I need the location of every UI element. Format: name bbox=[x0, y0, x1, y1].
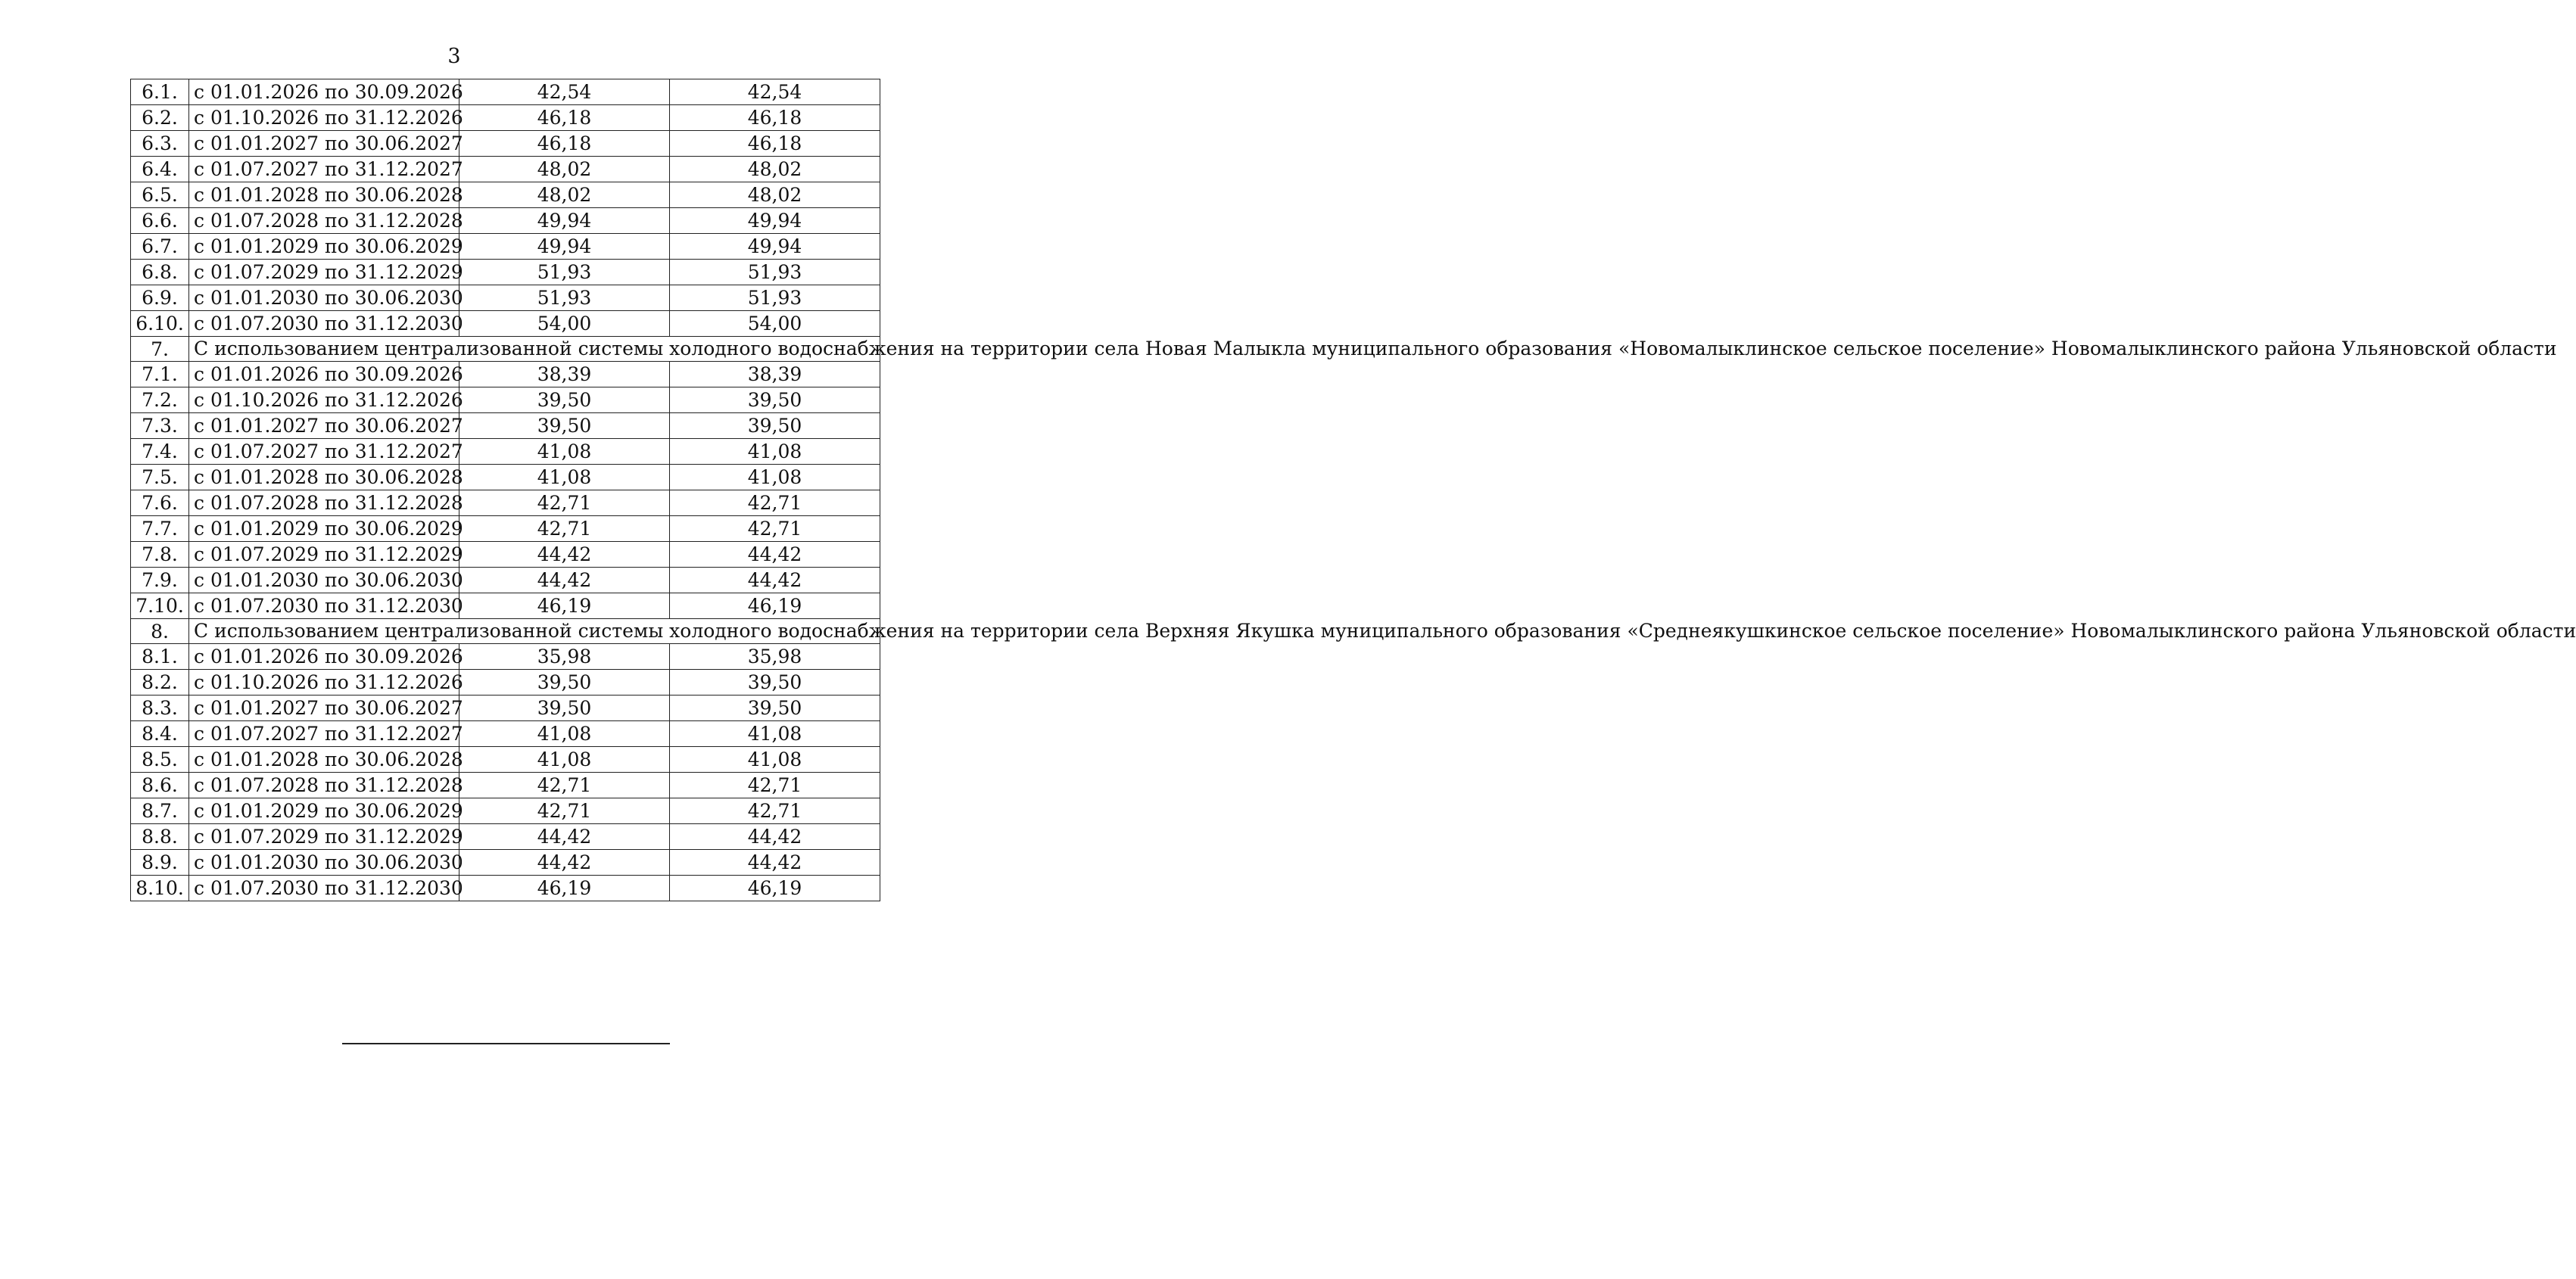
period-cell: с 01.01.2026 по 30.09.2026 bbox=[189, 79, 459, 105]
row-number: 6.4. bbox=[131, 157, 189, 182]
table-row bbox=[131, 568, 880, 593]
row-number: 8.1. bbox=[131, 644, 189, 670]
tariff-value-2: 41,08 bbox=[670, 439, 880, 465]
tariff-value-1: 42,71 bbox=[459, 516, 670, 542]
period-cell: с 01.01.2028 по 30.06.2028 bbox=[189, 747, 459, 773]
table-row bbox=[131, 260, 880, 285]
period-cell: с 01.07.2029 по 31.12.2029 bbox=[189, 542, 459, 568]
tariff-value-1: 39,50 bbox=[459, 696, 670, 721]
tariff-value-1: 44,42 bbox=[459, 568, 670, 593]
section-description: С использованием централизованной системы холодного водоснабжения на территории села Верхняя Якушка муниципального образования «Среднеякушкинское сельское поселение» Новомалыклинского района Ульяновской области bbox=[189, 619, 880, 644]
row-number: 7.6. bbox=[131, 490, 189, 516]
table-row bbox=[131, 182, 880, 208]
tariff-value-1: 54,00 bbox=[459, 311, 670, 337]
row-number: 6.6. bbox=[131, 208, 189, 234]
row-number: 7.9. bbox=[131, 568, 189, 593]
tariff-value-2: 35,98 bbox=[670, 644, 880, 670]
section-number: 7. bbox=[131, 337, 189, 362]
tariff-value-2: 46,18 bbox=[670, 131, 880, 157]
table-row bbox=[131, 721, 880, 747]
period-cell: с 01.01.2028 по 30.06.2028 bbox=[189, 465, 459, 490]
tariff-value-1: 42,54 bbox=[459, 79, 670, 105]
row-number: 8.6. bbox=[131, 773, 189, 798]
tariff-value-2: 41,08 bbox=[670, 465, 880, 490]
row-number: 6.9. bbox=[131, 285, 189, 311]
table-row bbox=[131, 413, 880, 439]
table-row bbox=[131, 285, 880, 311]
row-number: 7.10. bbox=[131, 593, 189, 619]
tariff-value-2: 46,18 bbox=[670, 105, 880, 131]
table-row bbox=[131, 79, 880, 105]
period-cell: с 01.07.2027 по 31.12.2027 bbox=[189, 721, 459, 747]
period-cell: с 01.07.2029 по 31.12.2029 bbox=[189, 824, 459, 850]
table-row bbox=[131, 696, 880, 721]
period-cell: с 01.01.2030 по 30.06.2030 bbox=[189, 285, 459, 311]
table-row bbox=[131, 157, 880, 182]
tariff-value-2: 39,50 bbox=[670, 387, 880, 413]
table-row bbox=[131, 747, 880, 773]
period-cell: с 01.10.2026 по 31.12.2026 bbox=[189, 670, 459, 696]
table-row bbox=[131, 131, 880, 157]
row-number: 8.5. bbox=[131, 747, 189, 773]
tariff-value-2: 38,39 bbox=[670, 362, 880, 387]
tariff-value-2: 42,54 bbox=[670, 79, 880, 105]
tariff-value-2: 51,93 bbox=[670, 260, 880, 285]
tariff-value-2: 44,42 bbox=[670, 850, 880, 876]
period-cell: с 01.01.2028 по 30.06.2028 bbox=[189, 182, 459, 208]
tariff-value-1: 41,08 bbox=[459, 465, 670, 490]
period-cell: с 01.10.2026 по 31.12.2026 bbox=[189, 387, 459, 413]
period-cell: с 01.01.2027 по 30.06.2027 bbox=[189, 413, 459, 439]
tariff-value-1: 42,71 bbox=[459, 773, 670, 798]
table-row bbox=[131, 593, 880, 619]
tariff-value-2: 49,94 bbox=[670, 208, 880, 234]
row-number: 6.5. bbox=[131, 182, 189, 208]
tariff-value-1: 41,08 bbox=[459, 439, 670, 465]
tariff-value-1: 51,93 bbox=[459, 260, 670, 285]
row-number: 7.3. bbox=[131, 413, 189, 439]
tariff-value-2: 39,50 bbox=[670, 413, 880, 439]
tariff-value-1: 44,42 bbox=[459, 542, 670, 568]
row-number: 7.8. bbox=[131, 542, 189, 568]
tariff-value-1: 46,19 bbox=[459, 876, 670, 901]
period-cell: с 01.07.2030 по 31.12.2030 bbox=[189, 876, 459, 901]
row-number: 6.7. bbox=[131, 234, 189, 260]
tariff-value-2: 42,71 bbox=[670, 773, 880, 798]
tariff-value-2: 41,08 bbox=[670, 747, 880, 773]
tariff-value-2: 51,93 bbox=[670, 285, 880, 311]
tariff-value-1: 48,02 bbox=[459, 157, 670, 182]
period-cell: с 01.07.2027 по 31.12.2027 bbox=[189, 157, 459, 182]
period-cell: с 01.01.2029 по 30.06.2029 bbox=[189, 798, 459, 824]
tariff-value-2: 42,71 bbox=[670, 798, 880, 824]
tariff-value-1: 42,71 bbox=[459, 490, 670, 516]
tariff-value-2: 44,42 bbox=[670, 824, 880, 850]
period-cell: с 01.01.2026 по 30.09.2026 bbox=[189, 362, 459, 387]
table-row bbox=[131, 773, 880, 798]
table-row bbox=[131, 439, 880, 465]
period-cell: с 01.07.2030 по 31.12.2030 bbox=[189, 311, 459, 337]
row-number: 7.4. bbox=[131, 439, 189, 465]
tariff-value-2: 44,42 bbox=[670, 542, 880, 568]
row-number: 8.4. bbox=[131, 721, 189, 747]
table-row bbox=[131, 311, 880, 337]
section-row bbox=[131, 337, 880, 362]
row-number: 8.10. bbox=[131, 876, 189, 901]
row-number: 6.3. bbox=[131, 131, 189, 157]
tariff-value-1: 39,50 bbox=[459, 670, 670, 696]
tariff-value-1: 49,94 bbox=[459, 234, 670, 260]
period-cell: с 01.07.2028 по 31.12.2028 bbox=[189, 773, 459, 798]
tariff-value-1: 49,94 bbox=[459, 208, 670, 234]
period-cell: с 01.01.2029 по 30.06.2029 bbox=[189, 234, 459, 260]
tariff-value-1: 41,08 bbox=[459, 721, 670, 747]
period-cell: с 01.07.2029 по 31.12.2029 bbox=[189, 260, 459, 285]
row-number: 7.1. bbox=[131, 362, 189, 387]
tariff-value-2: 49,94 bbox=[670, 234, 880, 260]
row-number: 6.10. bbox=[131, 311, 189, 337]
table-row bbox=[131, 824, 880, 850]
row-number: 7.2. bbox=[131, 387, 189, 413]
table-row bbox=[131, 542, 880, 568]
table-row bbox=[131, 644, 880, 670]
table-row bbox=[131, 362, 880, 387]
row-number: 6.2. bbox=[131, 105, 189, 131]
section-description: С использованием централизованной системы холодного водоснабжения на территории села Новая Малыкла муниципального образования «Новомалыклинское сельское поселение» Новомалыклинского района Ульяновской области bbox=[189, 337, 880, 362]
table-row bbox=[131, 234, 880, 260]
row-number: 8.3. bbox=[131, 696, 189, 721]
tariff-value-1: 48,02 bbox=[459, 182, 670, 208]
tariff-value-2: 54,00 bbox=[670, 311, 880, 337]
tariff-value-2: 42,71 bbox=[670, 490, 880, 516]
tariff-value-2: 48,02 bbox=[670, 182, 880, 208]
tariff-value-2: 46,19 bbox=[670, 876, 880, 901]
table-row bbox=[131, 670, 880, 696]
period-cell: с 01.01.2027 по 30.06.2027 bbox=[189, 696, 459, 721]
tariff-table-body bbox=[131, 79, 2576, 901]
tariff-value-1: 41,08 bbox=[459, 747, 670, 773]
tariff-value-1: 46,19 bbox=[459, 593, 670, 619]
tariff-value-2: 39,50 bbox=[670, 696, 880, 721]
tariff-value-2: 39,50 bbox=[670, 670, 880, 696]
tariff-table bbox=[130, 79, 2576, 901]
row-number: 8.7. bbox=[131, 798, 189, 824]
row-number: 8.8. bbox=[131, 824, 189, 850]
table-row bbox=[131, 516, 880, 542]
tariff-value-1: 46,18 bbox=[459, 131, 670, 157]
table-row bbox=[131, 387, 880, 413]
period-cell: с 01.07.2027 по 31.12.2027 bbox=[189, 439, 459, 465]
period-cell: с 01.07.2028 по 31.12.2028 bbox=[189, 208, 459, 234]
tariff-value-1: 51,93 bbox=[459, 285, 670, 311]
period-cell: с 01.01.2030 по 30.06.2030 bbox=[189, 850, 459, 876]
row-number: 7.5. bbox=[131, 465, 189, 490]
table-row bbox=[131, 105, 880, 131]
tariff-value-2: 46,19 bbox=[670, 593, 880, 619]
period-cell: с 01.01.2029 по 30.06.2029 bbox=[189, 516, 459, 542]
row-number: 8.9. bbox=[131, 850, 189, 876]
tariff-value-1: 38,39 bbox=[459, 362, 670, 387]
row-number: 7.7. bbox=[131, 516, 189, 542]
page-number: 3 bbox=[447, 45, 461, 68]
period-cell: с 01.01.2026 по 30.09.2026 bbox=[189, 644, 459, 670]
section-number: 8. bbox=[131, 619, 189, 644]
row-number: 6.8. bbox=[131, 260, 189, 285]
tariff-value-2: 44,42 bbox=[670, 568, 880, 593]
period-cell: с 01.01.2027 по 30.06.2027 bbox=[189, 131, 459, 157]
row-number: 8.2. bbox=[131, 670, 189, 696]
tariff-value-2: 42,71 bbox=[670, 516, 880, 542]
tariff-value-1: 39,50 bbox=[459, 413, 670, 439]
tariff-value-1: 42,71 bbox=[459, 798, 670, 824]
period-cell: с 01.01.2030 по 30.06.2030 bbox=[189, 568, 459, 593]
period-cell: с 01.07.2030 по 31.12.2030 bbox=[189, 593, 459, 619]
tariff-value-1: 39,50 bbox=[459, 387, 670, 413]
tariff-value-1: 35,98 bbox=[459, 644, 670, 670]
section-row bbox=[131, 619, 880, 644]
tariff-value-2: 41,08 bbox=[670, 721, 880, 747]
tariff-value-1: 44,42 bbox=[459, 824, 670, 850]
table-row bbox=[131, 798, 880, 824]
table-row bbox=[131, 850, 880, 876]
tariff-value-1: 46,18 bbox=[459, 105, 670, 131]
table-row bbox=[131, 490, 880, 516]
row-number: 6.1. bbox=[131, 79, 189, 105]
table-row bbox=[131, 876, 880, 901]
period-cell: с 01.07.2028 по 31.12.2028 bbox=[189, 490, 459, 516]
tariff-value-2: 48,02 bbox=[670, 157, 880, 182]
table-row bbox=[131, 208, 880, 234]
end-rule bbox=[342, 1043, 670, 1044]
table-row bbox=[131, 465, 880, 490]
period-cell: с 01.10.2026 по 31.12.2026 bbox=[189, 105, 459, 131]
tariff-value-1: 44,42 bbox=[459, 850, 670, 876]
